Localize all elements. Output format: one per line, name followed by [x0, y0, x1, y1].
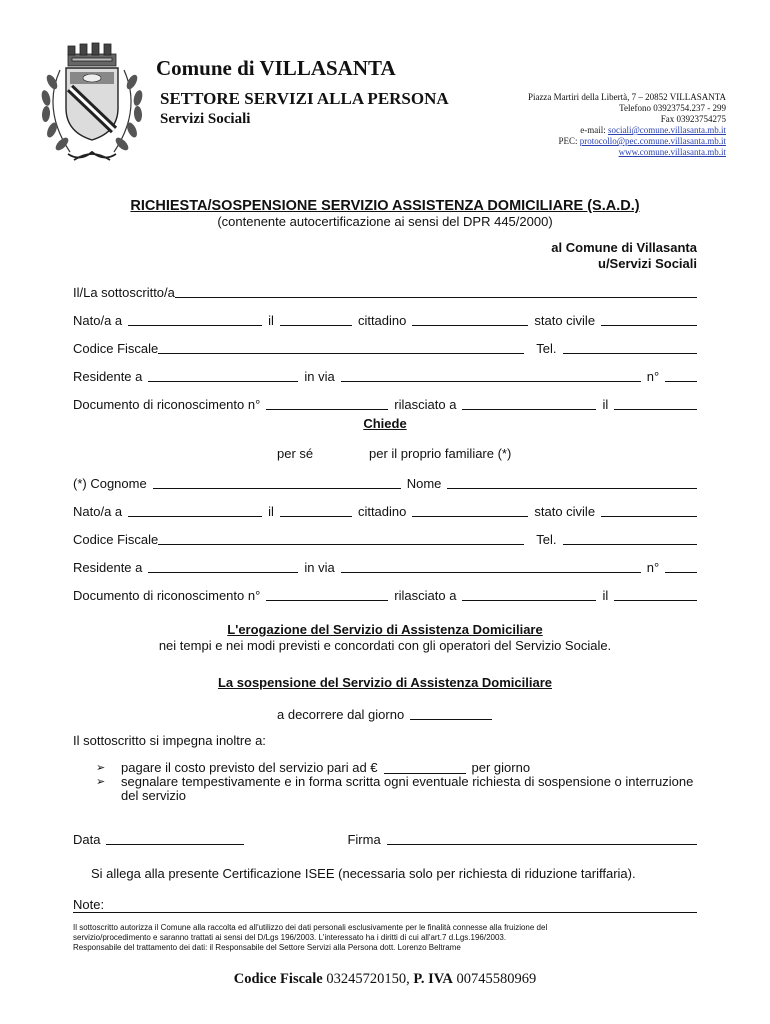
citizenship-label: cittadino — [357, 313, 407, 328]
family-phone-label: Tel. — [536, 532, 557, 547]
note-label: Note: — [73, 897, 105, 912]
pec-label: PEC: — [558, 136, 578, 146]
recipient-line-2: u/Servizi Sociali — [598, 256, 697, 271]
option-family[interactable]: per il proprio familiare (*) — [369, 446, 512, 461]
marital-status-label: stato civile — [534, 313, 596, 328]
family-name-row — [73, 473, 697, 491]
family-marital-status-field[interactable] — [601, 516, 697, 517]
website-line — [619, 147, 726, 157]
cost-unit: per giorno — [471, 760, 531, 775]
document-field[interactable] — [266, 409, 388, 410]
municipal-crest-logo — [30, 40, 152, 172]
from-date-label: a decorrere dal giorno — [277, 707, 405, 722]
family-taxcode-row — [73, 529, 697, 547]
privacy-line-3: Responsabile del trattamento dei dati: il Responsabile del Settore Servizi alla Persona dott. Lorenzo Beltrame — [73, 943, 461, 952]
family-residence-row — [73, 557, 697, 575]
family-street-number-label: n° — [646, 560, 660, 575]
notify-text-line-1: segnalare tempestivamente e in forma scritta ogni eventuale richiesta di sospensione o interruzione — [121, 774, 694, 789]
family-document-label: Documento di riconoscimento n° — [73, 588, 261, 603]
family-phone-field[interactable] — [563, 544, 698, 545]
family-birthplace-field[interactable] — [128, 516, 262, 517]
taxcode-row — [73, 338, 697, 356]
commitment-intro: Il sottoscritto si impegna inoltre a: — [73, 733, 266, 748]
family-street-number-field[interactable] — [665, 572, 697, 573]
privacy-line-1: Il sottoscritto autorizza il Comune alla raccolta ed all'utilizzo dei dati personali esclusivamente per le finalità connesse alla fruizione del — [73, 923, 548, 932]
privacy-notice — [73, 923, 713, 953]
form-title: RICHIESTA/SOSPENSIONE SERVIZIO ASSISTENZA DOMICILIARE (S.A.D.) — [130, 198, 640, 214]
family-issue-date-label: il — [602, 588, 609, 603]
note-field[interactable] — [73, 912, 697, 913]
date-label: Data — [73, 832, 101, 847]
request-heading: Chiede — [363, 416, 407, 431]
phone-line: Telefono 03923754.237 - 299 — [619, 103, 726, 113]
commitment-list — [96, 761, 693, 803]
street-label: in via — [304, 369, 335, 384]
option-self[interactable]: per sé — [277, 446, 314, 461]
family-taxcode-label: Codice Fiscale — [73, 532, 159, 547]
family-document-field[interactable] — [266, 600, 388, 601]
family-taxcode-field[interactable] — [158, 544, 524, 545]
date-field[interactable] — [106, 844, 244, 845]
form-subtitle: (contenente autocertificazione ai sensi del DPR 445/2000) — [217, 214, 553, 229]
pec-line — [558, 136, 726, 146]
municipality-title: Comune di VILLASANTA — [156, 56, 396, 80]
family-birthdate-label: il — [268, 504, 274, 519]
bullet-arrow-icon: ➢ — [96, 762, 106, 774]
family-citizenship-label: cittadino — [357, 504, 407, 519]
birthplace-label: Nato/a a — [73, 313, 123, 328]
issued-by-field[interactable] — [462, 409, 596, 410]
address-line: Piazza Martiri della Libertà, 7 – 20852 VILLASANTA — [527, 92, 726, 102]
family-birth-row — [73, 501, 697, 519]
website-link[interactable]: www.comune.villasanta.mb.it — [618, 147, 726, 157]
issue-date-field[interactable] — [614, 409, 697, 410]
residence-label: Residente a — [73, 369, 143, 384]
birth-row — [73, 310, 697, 328]
street-number-label: n° — [646, 369, 660, 384]
family-birthdate-field[interactable] — [280, 516, 352, 517]
street-field[interactable] — [341, 381, 641, 382]
commitment-item-cost — [96, 761, 693, 775]
signer-row — [73, 282, 697, 300]
document-label: Documento di riconoscimento n° — [73, 397, 261, 412]
family-citizenship-field[interactable] — [412, 516, 528, 517]
residence-field[interactable] — [148, 381, 298, 382]
email-line — [580, 125, 726, 135]
vat-value: 00745580969 — [456, 971, 537, 987]
email-label: e-mail: — [580, 125, 606, 135]
recipient-line-1: al Comune di Villasanta — [551, 240, 697, 255]
signature-row — [73, 829, 697, 847]
signature-field[interactable] — [387, 844, 697, 845]
signature-label: Firma — [347, 832, 381, 847]
from-date-field[interactable] — [410, 719, 492, 720]
phone-label: Tel. — [536, 341, 557, 356]
cost-label: pagare il costo previsto del servizio pari ad € — [121, 760, 378, 775]
vat-label: P. IVA — [413, 971, 453, 987]
name-label: Nome — [406, 476, 442, 491]
family-issued-by-field[interactable] — [462, 600, 596, 601]
privacy-line-2: servizio/procedimento e saranno trattati ai sensi del D/Lgs 196/2003. L'interessato ha i diritti di cui all'art.7 d.Lgs.196/2003. — [73, 933, 507, 942]
isee-statement: Si allega alla presente Certificazione ISEE (necessaria solo per richiesta di riduzione tariffaria). — [91, 866, 636, 881]
family-street-field[interactable] — [341, 572, 641, 573]
taxcode-field[interactable] — [158, 353, 524, 354]
citizenship-field[interactable] — [412, 325, 528, 326]
surname-label: (*) Cognome — [73, 476, 147, 491]
birthplace-field[interactable] — [128, 325, 262, 326]
tax-code-label: Codice Fiscale — [233, 971, 323, 987]
document-row — [73, 394, 697, 412]
family-street-label: in via — [304, 560, 335, 575]
commitment-item-notify — [96, 775, 693, 803]
street-number-field[interactable] — [665, 381, 697, 382]
issue-date-label: il — [602, 397, 609, 412]
office-name: Servizi Sociali — [160, 111, 251, 127]
family-residence-field[interactable] — [148, 572, 298, 573]
email-link[interactable]: sociali@comune.villasanta.mb.it — [607, 125, 726, 135]
marital-status-field[interactable] — [601, 325, 697, 326]
tax-code-value: 03245720150, — [326, 971, 410, 987]
phone-field[interactable] — [563, 353, 698, 354]
family-marital-status-label: stato civile — [534, 504, 596, 519]
surname-field[interactable] — [153, 488, 401, 489]
pec-link[interactable]: protocollo@pec.comune.villasanta.mb.it — [579, 136, 726, 146]
erogazione-heading[interactable]: L'erogazione del Servizio di Assistenza Domiciliare — [227, 622, 543, 637]
signer-label: Il/La sottoscritto/a — [73, 285, 175, 300]
family-document-row — [73, 585, 697, 603]
fiscal-footer — [0, 971, 770, 988]
birthdate-label: il — [268, 313, 274, 328]
birthdate-field[interactable] — [280, 325, 352, 326]
residence-row — [73, 366, 697, 384]
notify-text-line-2: del servizio — [121, 788, 187, 803]
family-birthplace-label: Nato/a a — [73, 504, 123, 519]
issued-by-label: rilasciato a — [394, 397, 457, 412]
from-date-row — [277, 704, 492, 722]
signer-field[interactable] — [175, 297, 697, 298]
erogazione-text: nei tempi e nei modi previsti e concordati con gli operatori del Servizio Sociale. — [158, 638, 612, 653]
bullet-arrow-icon: ➢ — [96, 776, 106, 788]
taxcode-label: Codice Fiscale — [73, 341, 159, 356]
fax-line: Fax 03923754275 — [660, 114, 726, 124]
sospensione-heading[interactable]: La sospensione del Servizio di Assistenza Domiciliare — [217, 675, 553, 690]
family-issue-date-field[interactable] — [614, 600, 697, 601]
name-field[interactable] — [447, 488, 697, 489]
family-issued-by-label: rilasciato a — [394, 588, 457, 603]
family-residence-label: Residente a — [73, 560, 143, 575]
department-name: SETTORE SERVIZI ALLA PERSONA — [160, 89, 449, 108]
